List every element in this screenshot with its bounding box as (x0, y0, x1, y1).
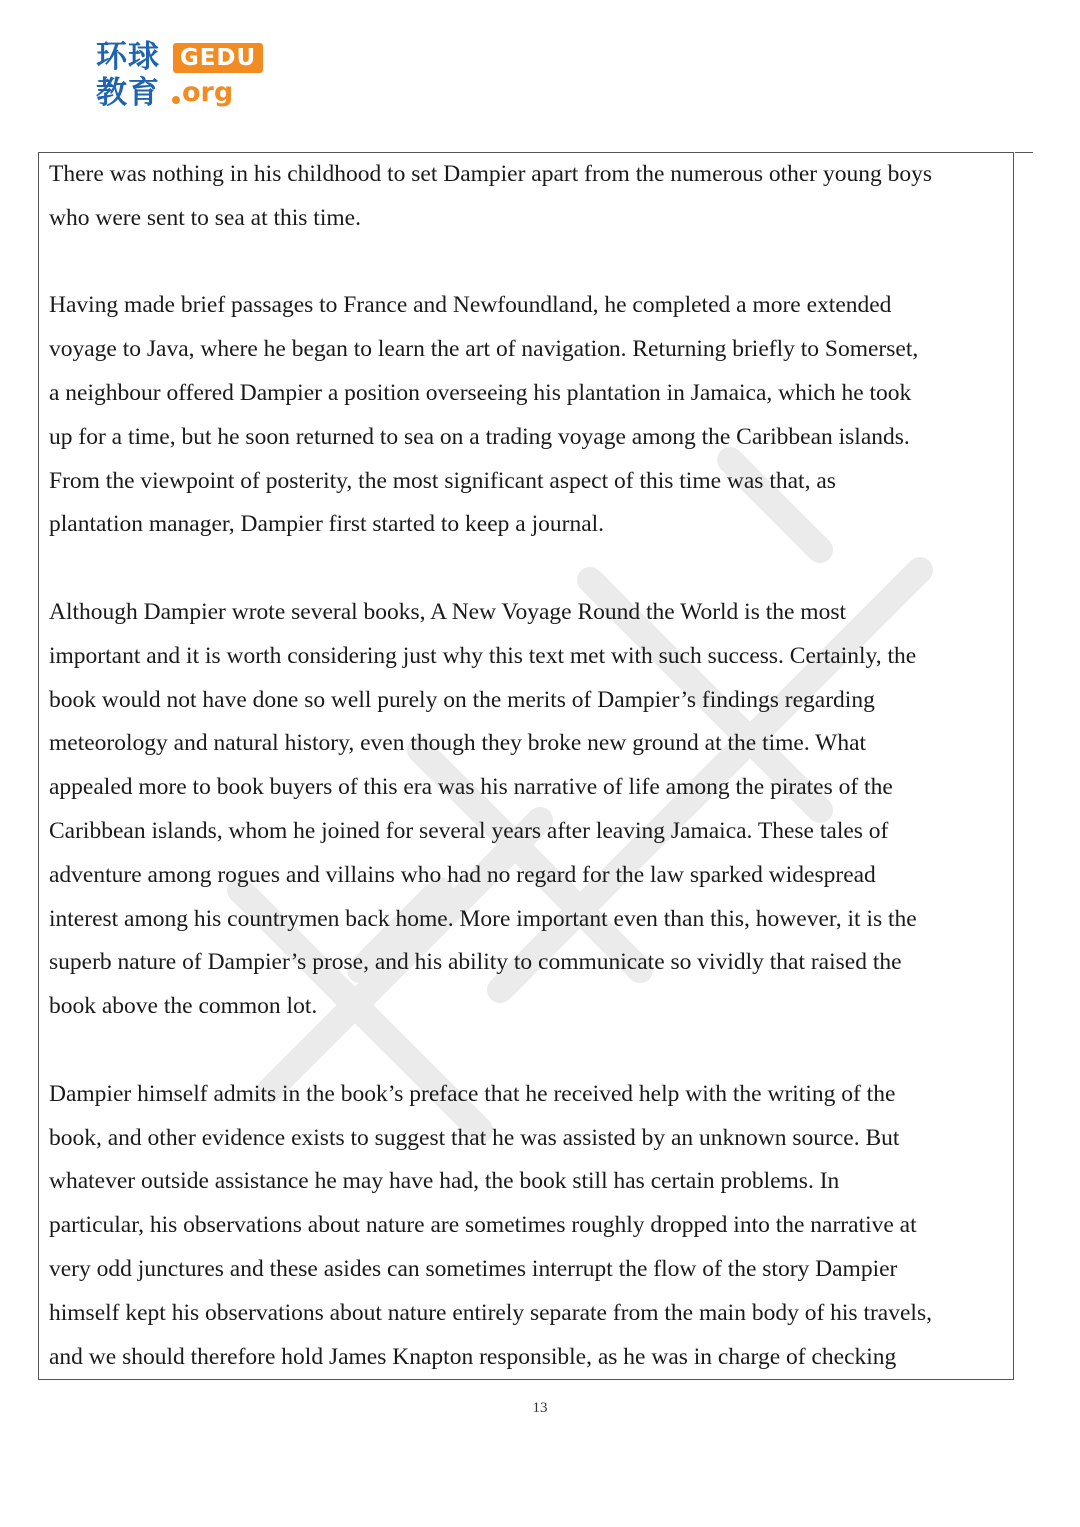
text-line: whatever outside assistance he may have had, the book still has certain problems. In (49, 1168, 840, 1195)
text-line: Having made brief passages to France and Newfoundland, he completed a more extended (49, 292, 892, 319)
text-line: particular, his observations about nature are sometimes roughly dropped into the narrative at (49, 1212, 917, 1239)
text-line: important and it is worth considering just why this text met with such success. Certainly, the (49, 642, 917, 669)
logo-dot (172, 96, 180, 104)
paragraph-2 (49, 284, 1003, 547)
paragraph-1 (49, 153, 1003, 241)
text-line: meteorology and natural history, even though they broke new ground at the time. What (49, 730, 867, 757)
text-line: book would not have done so well purely on the merits of Dampier’s findings regarding (49, 686, 875, 713)
text-line: superb nature of Dampier’s prose, and his ability to communicate so vividly that raised the (49, 949, 902, 976)
header-rule (1015, 152, 1033, 153)
text-line: plantation manager, Dampier first started to keep a journal. (49, 511, 605, 538)
gedu-logo (96, 40, 271, 112)
page-number: 13 (532, 1400, 548, 1416)
text-line: Caribbean islands, whom he joined for several years after leaving Jamaica. These tales of (49, 817, 889, 844)
logo-org: org (182, 77, 234, 108)
text-line: Although Dampier wrote several books, A New Voyage Round the World is the most (49, 598, 847, 625)
text-line: who were sent to sea at this time. (49, 204, 361, 231)
text-line: Dampier himself admits in the book’s preface that he received help with the writing of the (49, 1080, 896, 1107)
text-line: a neighbour offered Dampier a position overseeing his plantation in Jamaica, which he took (49, 379, 912, 406)
text-line: appealed more to book buyers of this era was his narrative of life among the pirates of the (49, 774, 893, 801)
text-line: There was nothing in his childhood to set Dampier apart from the numerous other young boys (49, 161, 933, 187)
paragraph-4 (49, 1073, 1003, 1380)
text-line: adventure among rogues and villains who had no regard for the law sparked widespread (49, 861, 876, 888)
logo-chinese-top: 环球 (96, 39, 160, 75)
passage-box (38, 152, 1014, 1380)
logo-badge: GEDU (173, 43, 263, 73)
text-line: interest among his countrymen back home. More important even than this, however, it is the (49, 905, 917, 932)
text-line: book above the common lot. (49, 993, 318, 1020)
text-line: up for a time, but he soon returned to sea on a trading voyage among the Caribbean islands. (49, 423, 910, 450)
logo-chinese-bottom: 教育 (96, 75, 160, 111)
text-line: and we should therefore hold James Knapton responsible, as he was in charge of checking (49, 1343, 897, 1370)
paragraph-3 (49, 591, 1003, 1029)
text-line: himself kept his observations about nature entirely separate from the main body of his travels, (49, 1299, 932, 1326)
text-line: very odd junctures and these asides can sometimes interrupt the flow of the story Dampier (49, 1255, 898, 1282)
text-line: book, and other evidence exists to suggest that he was assisted by an unknown source. But (49, 1124, 900, 1151)
text-line: From the viewpoint of posterity, the most significant aspect of this time was that, as (49, 467, 836, 494)
text-line: voyage to Java, where he began to learn the art of navigation. Returning briefly to Somerset, (49, 336, 919, 363)
